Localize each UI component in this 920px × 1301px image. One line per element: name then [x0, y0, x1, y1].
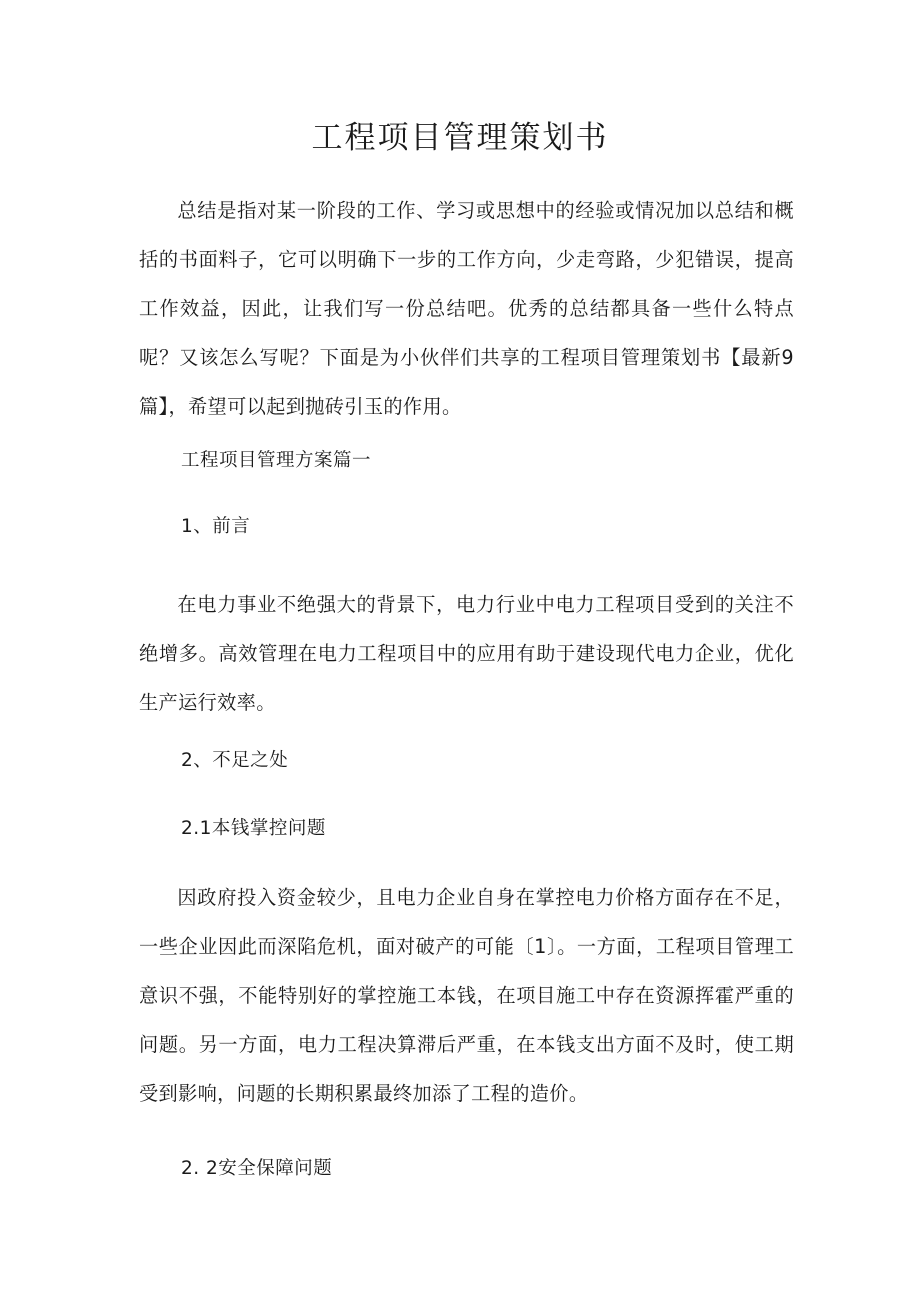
- document-title: 工程项目管理策划书: [311, 120, 609, 156]
- section-2-heading: 2、不足之处: [181, 750, 289, 771]
- section-1-paragraph: 在电力事业不绝强大的背景下，电力行业中电力工程项目受到的关注不绝增多。高效管理在电力工程项目中的应用有助于建设现代电力企业，优化生产运行效率。: [139, 593, 794, 714]
- section-2-2-heading: 2. 2安全保障问题: [181, 1158, 333, 1179]
- intro-paragraph: 总结是指对某一阶段的工作、学习或思想中的经验或情况加以总结和概括的书面料子，它可以明确下一步的工作方向，少走弯路，少犯错误，提高工作效益，因此，让我们写一份总结吧。优秀的总结都具备一些什么特点呢？又该怎么写呢？下面是为小伙伴们共享的工程项目管理策划书【最新9篇】，希望可以起到抛砖引玉的作用。: [139, 199, 794, 418]
- section-2-1-paragraph: 因政府投入资金较少，且电力企业自身在掌控电力价格方面存在不足，一些企业因此而深陷危机，面对破产的可能〔1〕。一方面，工程项目管理工意识不强，不能特别好的掌控施工本钱，在项目施工中存在资源挥霍严重的问题。另一方面，电力工程决算滞后严重，在本钱支出方面不及时，使工期受到影响，问题的长期积累最终加添了工程的造价。: [139, 886, 794, 1105]
- plan-heading: 工程项目管理方案篇一: [181, 450, 372, 471]
- section-1-heading: 1、前言: [181, 516, 251, 537]
- section-2-1-heading: 2.1本钱掌控问题: [181, 818, 326, 839]
